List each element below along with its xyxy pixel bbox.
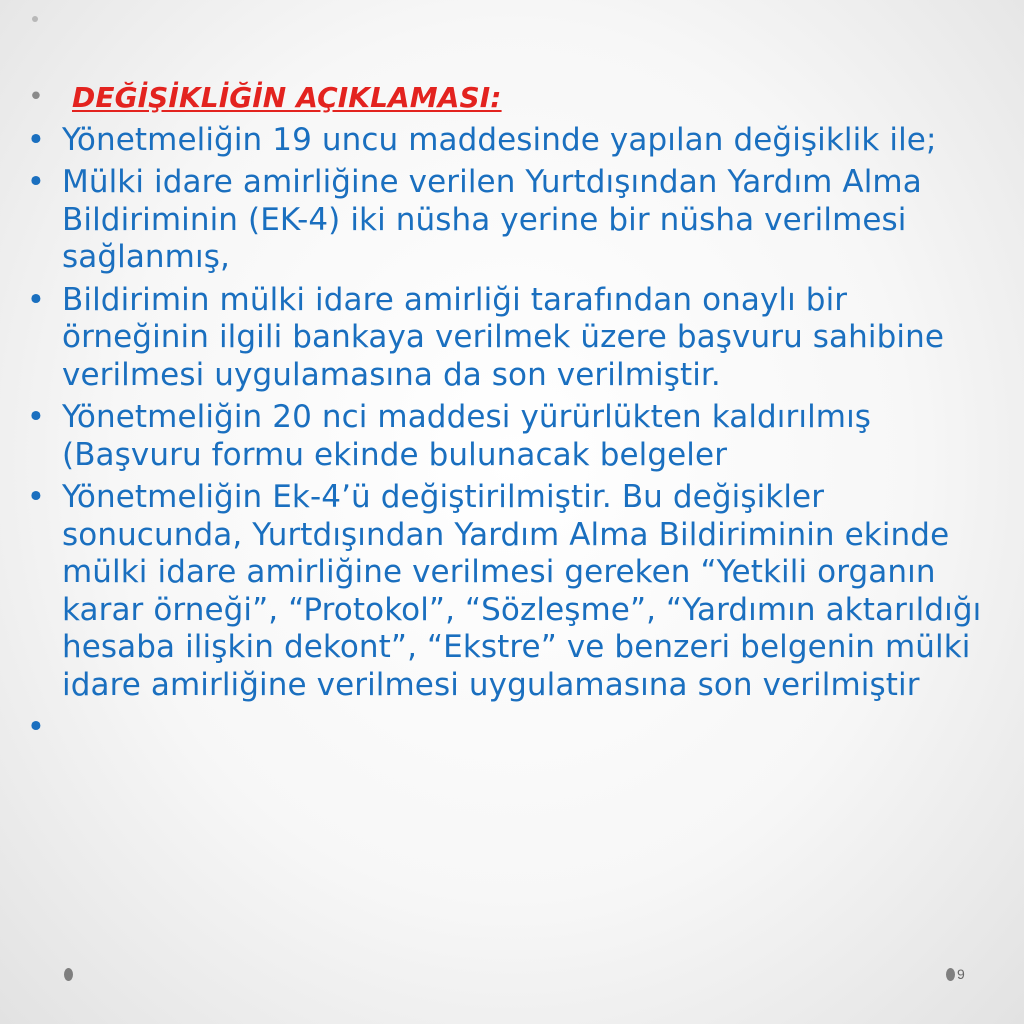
bullet-list <box>20 79 1004 751</box>
footer-right-dot <box>946 968 955 981</box>
bullet-marker: • <box>28 82 44 112</box>
bullet-marker: • <box>26 164 46 200</box>
top-bullet-dot <box>32 16 38 22</box>
bullet-marker: • <box>26 121 46 158</box>
slide-heading: DEĞİŞİKLİĞİN AÇIKLAMASI: <box>72 81 502 114</box>
page-number: 9 <box>957 966 965 982</box>
bullet-marker: • <box>26 281 46 318</box>
bullet-item-5 <box>20 479 1004 704</box>
empty-bullet-item <box>20 709 1004 746</box>
bullet-item-1 <box>20 122 1004 160</box>
bullet-text: Yönetmeliğin Ek-4’ü değiştirilmiştir. Bu değişikler sonucunda, Yurtdışından Yardım Alma Bildiriminin ekinde mülki idare amirliğine verilmesi gereken “Yetkili organın karar örneği”, “Protokol”, “Sözleşme”, “Yardımın aktarıldığı hesaba ilişkin dekont”, “Ekstre” ve benzeri belgenin mülki idare amirliğine verilmesi uygulamasına son verilmiştir <box>62 479 982 703</box>
bullet-item-3 <box>20 282 1004 395</box>
bullet-marker: • <box>26 709 46 745</box>
bullet-text: Mülki idare amirliğine verilen Yurtdışından Yardım Alma Bildiriminin (EK-4) iki nüsha yerine bir nüsha verilmesi sağlanmış, <box>62 164 922 275</box>
bullet-item-2 <box>20 164 1004 277</box>
bullet-marker: • <box>26 479 46 515</box>
bullet-text: Bildirimin mülki idare amirliği tarafından onaylı bir örneğinin ilgili bankaya verilmek üzere başvuru sahibine verilmesi uygulamasına da son verilmiştir. <box>62 281 944 393</box>
bullet-text: Yönetmeliğin 19 uncu maddesinde yapılan değişiklik ile; <box>62 121 937 158</box>
bullet-text: Yönetmeliğin 20 nci maddesi yürürlükten kaldırılmış (Başvuru formu ekinde bulunacak belgeler <box>62 399 872 473</box>
bullet-item-4 <box>20 399 1004 474</box>
bullet-marker: • <box>26 399 46 435</box>
heading-item <box>20 79 1004 117</box>
footer-left-dot <box>64 968 73 981</box>
